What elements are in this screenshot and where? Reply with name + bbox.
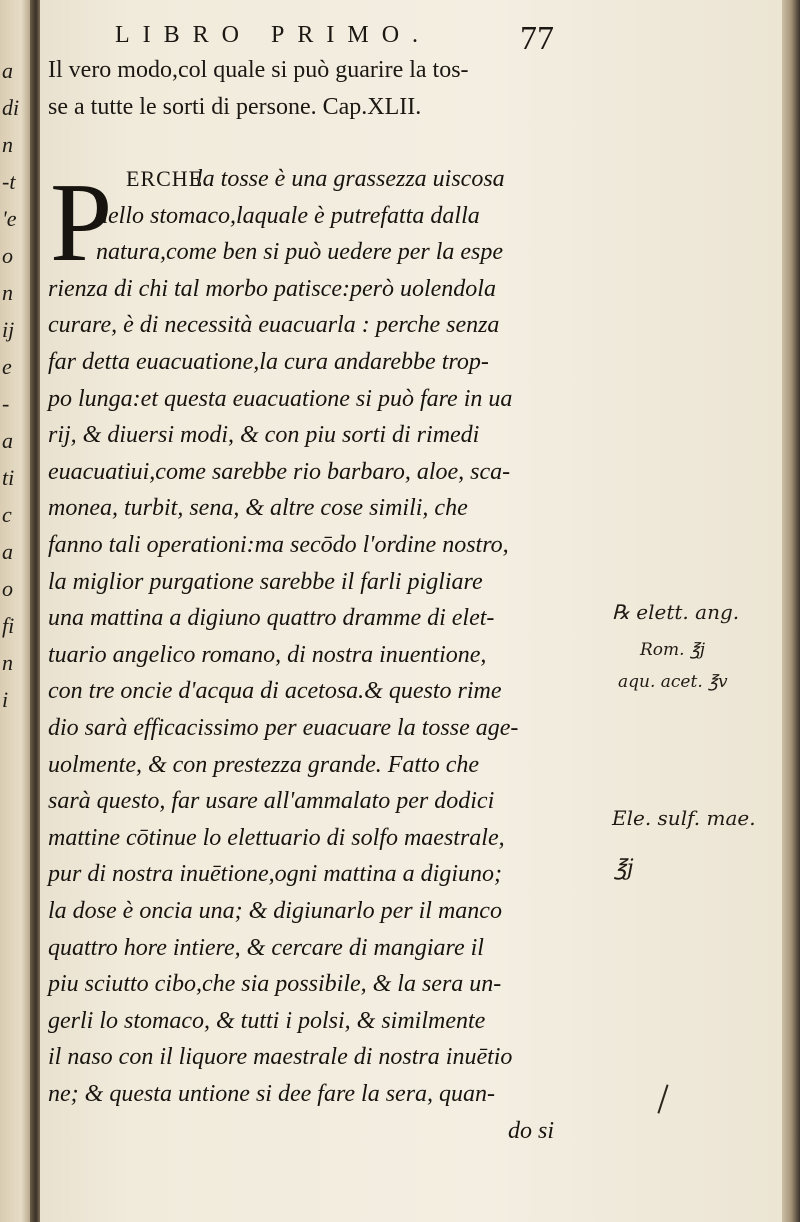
body-text-line: rij, & diuersi modi, & con piu sorti di rimedi bbox=[48, 422, 480, 449]
left-page-fragment: i bbox=[2, 687, 9, 712]
left-page-fragment: a bbox=[2, 428, 13, 453]
body-text-line: fanno tali operationi:ma secōdo l'ordine nostro, bbox=[48, 532, 509, 558]
body-text-line: monea, turbit, sena, & altre cose simili, che bbox=[48, 495, 468, 522]
left-page-fragment: -t bbox=[2, 169, 16, 194]
body-text-line: euacuatiui,come sarebbe rio barbaro, aloe, sca- bbox=[48, 458, 511, 485]
left-page-fragment: e bbox=[2, 354, 12, 379]
left-page-fragment: n bbox=[2, 280, 13, 305]
left-page-fragment: n bbox=[2, 132, 13, 157]
body-text-line: tuario angelico romano, di nostra inuentione, bbox=[48, 641, 487, 668]
left-page-fragment: ij bbox=[2, 317, 15, 342]
left-page-fragment: o bbox=[2, 243, 13, 268]
body-text-line: nello stomaco,laquale è putrefatta dalla bbox=[96, 202, 480, 229]
body-text-line: mattine cōtinue lo elettuario di solfo maestrale, bbox=[48, 824, 505, 851]
left-page-fragment: - bbox=[2, 391, 10, 416]
page-number: 77 bbox=[520, 20, 554, 57]
first-word-smallcaps: ERCHE bbox=[126, 166, 204, 191]
margin-annotation: aqu. acet. ℥v bbox=[618, 672, 728, 692]
body-text-line: far detta euacuatione,la cura andarebbe trop- bbox=[48, 349, 489, 375]
body-text-line: ne; & questa untione si dee fare la sera, quan- bbox=[48, 1081, 496, 1107]
body-text-line: la miglior purgatione sarebbe il farli pigliare bbox=[48, 568, 483, 595]
margin-annotation: Ele. sulf. mae. bbox=[612, 806, 756, 830]
body-text-line: do si bbox=[508, 1117, 555, 1144]
left-page-fragment: a bbox=[2, 539, 13, 564]
body-text-line: la tosse è una grassezza uiscosa bbox=[196, 166, 505, 192]
body-text-line: il naso con il liquore maestrale di nostra inuētio bbox=[48, 1044, 513, 1071]
left-page-fragment: ti bbox=[2, 465, 15, 490]
body-text-line: sarà questo, far usare all'ammalato per dodici bbox=[48, 788, 495, 815]
page-edge bbox=[782, 0, 800, 1222]
chapter-title-line: Il vero modo,col quale si può guarire la tos- bbox=[48, 57, 469, 83]
drop-cap: P bbox=[50, 161, 113, 285]
body-text-line: gerli lo stomaco, & tutti i polsi, & similmente bbox=[48, 1007, 486, 1034]
body-text-line: una mattina a digiuno quattro dramme di elet- bbox=[48, 605, 495, 632]
left-page-fragment: n bbox=[2, 650, 13, 675]
body-text-line: pur di nostra inuētione,ogni mattina a digiuno; bbox=[48, 861, 502, 888]
left-page-fragment: 'e bbox=[2, 206, 17, 231]
body-text-line: con tre oncie d'acqua di acetosa.& questo rime bbox=[48, 678, 502, 705]
body-text-line: natura,come ben si può uedere per la espe bbox=[96, 239, 504, 266]
body-text-line: curare, è di necessità euacuarla : perche senza bbox=[48, 312, 500, 339]
body-text-line: dio sarà efficacissimo per euacuare la tosse age- bbox=[48, 715, 519, 741]
body-text-line: la dose è oncia una; & digiunarlo per il manco bbox=[48, 898, 502, 924]
left-page-fragment: a bbox=[2, 58, 13, 83]
margin-annotation: ℥j bbox=[614, 856, 634, 881]
body-text-line: rienza di chi tal morbo patisce:però uolendola bbox=[48, 275, 496, 302]
running-title: LIBRO PRIMO. bbox=[115, 22, 432, 48]
margin-annotation: Rom. ℥j bbox=[640, 640, 706, 660]
left-page-fragment: fi bbox=[2, 613, 15, 638]
body-text-line: po lunga:et questa euacuatione si può fare in ua bbox=[48, 385, 513, 412]
body-text-line: piu sciutto cibo,che sia possibile, & la sera un- bbox=[48, 971, 502, 998]
left-page-fragment: di bbox=[2, 95, 20, 120]
body-text-line: uolmente, & con prestezza grande. Fatto che bbox=[48, 751, 480, 778]
left-page-fragment: c bbox=[2, 502, 12, 527]
book-gutter bbox=[30, 0, 40, 1222]
margin-annotation: ℞ elett. ang. bbox=[612, 600, 740, 624]
body-text-line: quattro hore intiere, & cercare di mangiare il bbox=[48, 934, 484, 961]
chapter-title-line: se a tutte le sorti di persone. Cap.XLII. bbox=[48, 94, 422, 120]
left-page-fragment: o bbox=[2, 576, 13, 601]
adjacent-left-page bbox=[0, 0, 30, 1222]
